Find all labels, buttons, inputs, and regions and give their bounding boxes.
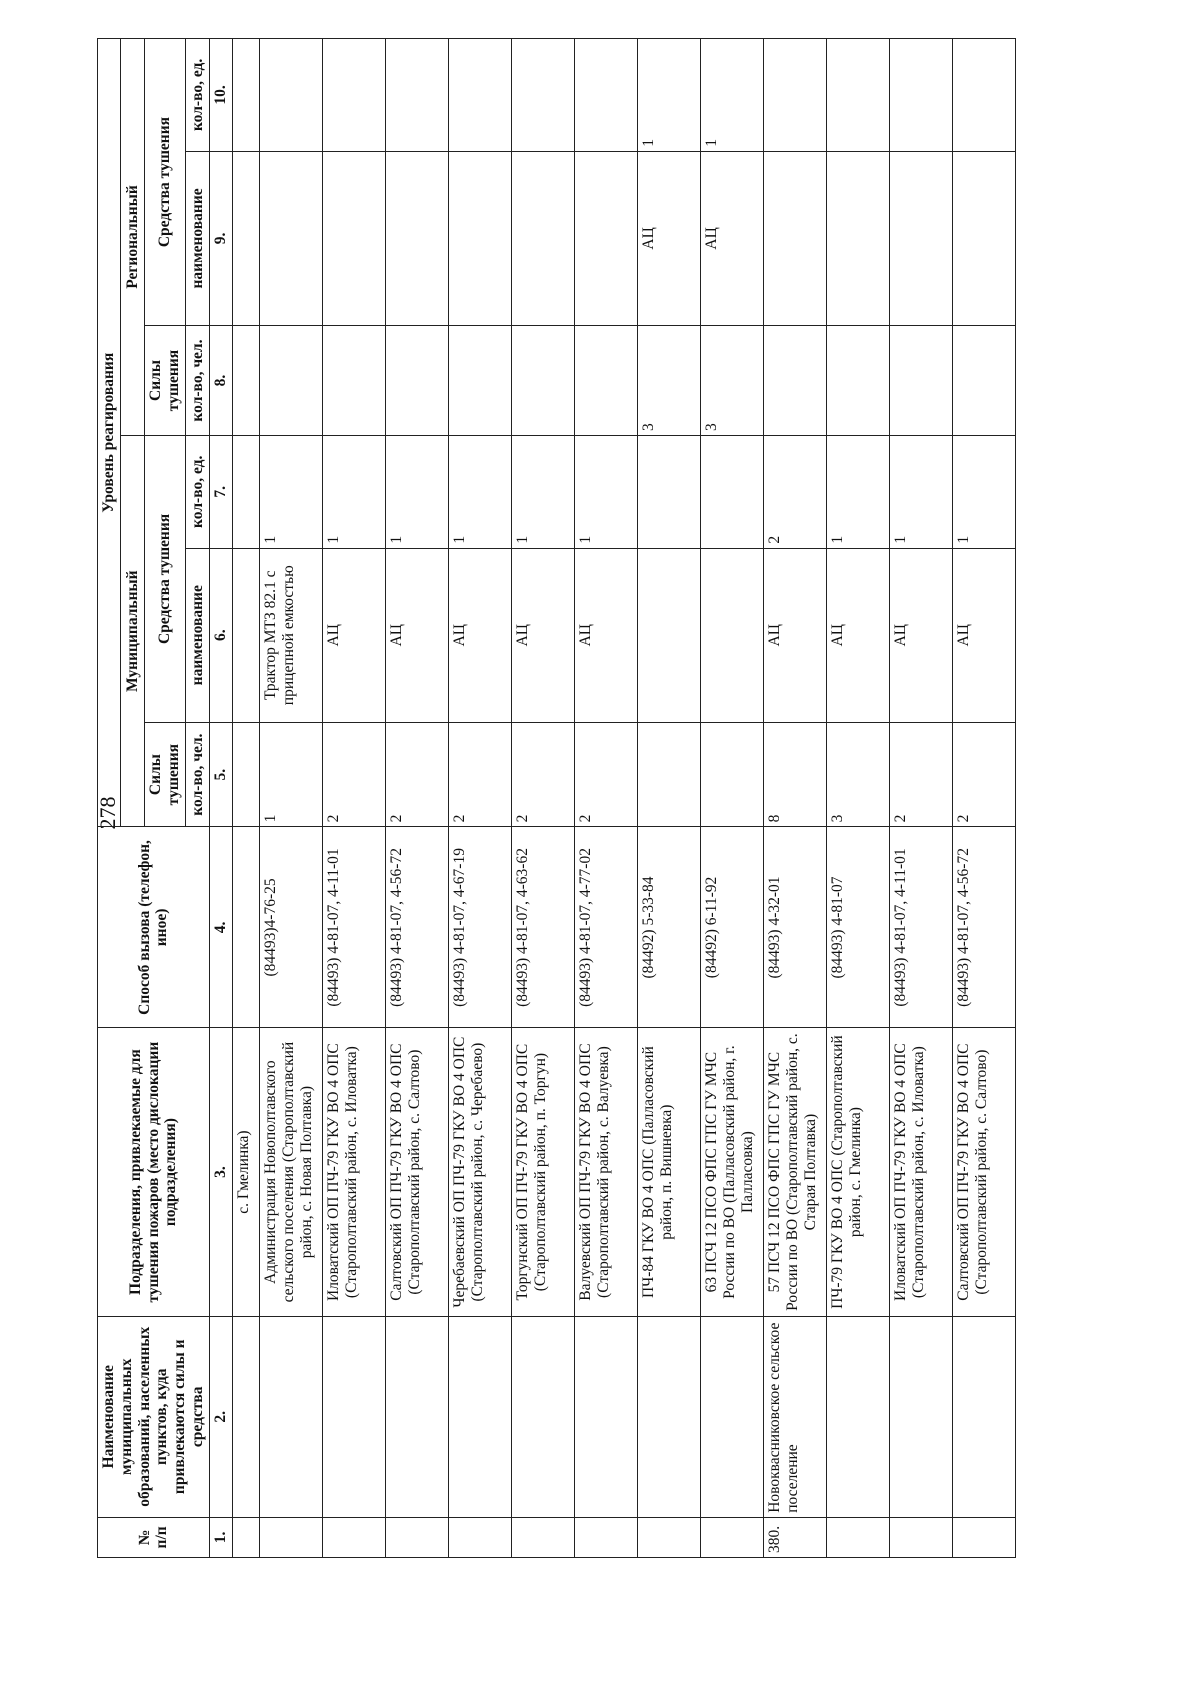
cell-num: [259, 1517, 322, 1557]
cell-c6: АЦ: [448, 548, 511, 722]
cell-c10: [574, 39, 637, 152]
cell-mo: [232, 1316, 259, 1517]
fire-resources-table: [97, 38, 1016, 1558]
colnum-6: 6.: [209, 548, 232, 722]
cell-c7: 1: [511, 435, 574, 548]
cell-mo: [952, 1316, 1015, 1517]
table-row: [637, 39, 700, 1558]
table-row: [574, 39, 637, 1558]
colnum-9: 9.: [209, 151, 232, 325]
table-body: [232, 39, 1015, 1558]
cell-c5: 2: [322, 722, 385, 827]
cell-c9: [889, 151, 952, 325]
cell-c8: 3: [637, 326, 700, 436]
cell-c10: [259, 39, 322, 152]
cell-unit: Черебаевский ОП ПЧ-79 ГКУ ВО 4 ОПС (Старополтавский район, с. Черебаево): [448, 1028, 511, 1316]
cell-c8: [889, 326, 952, 436]
cell-num: [952, 1517, 1015, 1557]
table-row: [259, 39, 322, 1558]
cell-c7: 1: [385, 435, 448, 548]
cell-phone: (84493) 4-81-07: [826, 827, 889, 1028]
cell-c6: [700, 548, 763, 722]
cell-c5: 3: [826, 722, 889, 827]
page-number: 278: [95, 796, 120, 830]
cell-unit: Администрация Новополтавского сельского поселения (Старополтавский район, с. Новая Полтавка): [259, 1028, 322, 1316]
cell-unit: Торгунский ОП ПЧ-79 ГКУ ВО 4 ОПС (Старополтавский район, п. Торгун): [511, 1028, 574, 1316]
cell-c10: [232, 39, 259, 152]
cell-unit: Иловатский ОП ПЧ-79 ГКУ ВО 4 ОПС (Старополтавский район, с. Иловатка): [889, 1028, 952, 1316]
cell-phone: (84493)4-76-25: [259, 827, 322, 1028]
header-name-9: наименование: [186, 151, 209, 325]
cell-phone: [232, 827, 259, 1028]
cell-c7: 1: [322, 435, 385, 548]
cell-c5: 2: [385, 722, 448, 827]
header-name-6: наименование: [186, 548, 209, 722]
cell-c9: АЦ: [637, 151, 700, 325]
cell-c5: 2: [574, 722, 637, 827]
cell-c8: 3: [700, 326, 763, 436]
cell-phone: (84493) 4-81-07, 4-63-62: [511, 827, 574, 1028]
cell-c6: АЦ: [322, 548, 385, 722]
cell-c7: 1: [889, 435, 952, 548]
cell-unit: ПЧ-79 ГКУ ВО 4 ОПС (Старополтавский район, с. Гмелинка): [826, 1028, 889, 1316]
cell-c8: [259, 326, 322, 436]
cell-phone: (84492) 6-11-92: [700, 827, 763, 1028]
cell-unit: Салтовский ОП ПЧ-79 ГКУ ВО 4 ОПС (Старополтавский район, с. Салтово): [952, 1028, 1015, 1316]
colnum-5: 5.: [209, 722, 232, 827]
cell-c9: [259, 151, 322, 325]
table-row: [322, 39, 385, 1558]
cell-c6: АЦ: [952, 548, 1015, 722]
colnum-4: 4.: [209, 827, 232, 1028]
table-row: [889, 39, 952, 1558]
table-row: [700, 39, 763, 1558]
cell-mo: [574, 1316, 637, 1517]
cell-c6: АЦ: [385, 548, 448, 722]
cell-phone: (84493) 4-81-07, 4-77-02: [574, 827, 637, 1028]
cell-c7: 1: [574, 435, 637, 548]
cell-num: [700, 1517, 763, 1557]
cell-c9: АЦ: [700, 151, 763, 325]
table-row: [763, 39, 826, 1558]
colnum-1: 1.: [209, 1517, 232, 1557]
cell-c9: [385, 151, 448, 325]
cell-c7: 1: [952, 435, 1015, 548]
cell-c9: [826, 151, 889, 325]
cell-num: [889, 1517, 952, 1557]
cell-c10: [952, 39, 1015, 152]
table-row: [232, 39, 259, 1558]
cell-c5: [637, 722, 700, 827]
cell-unit: Валуевский ОП ПЧ-79 ГКУ ВО 4 ОПС (Старополтавский район, с. Валуевка): [574, 1028, 637, 1316]
cell-num: 380.: [763, 1517, 826, 1557]
cell-c9: [322, 151, 385, 325]
cell-unit: Салтовский ОП ПЧ-79 ГКУ ВО 4 ОПС (Старополтавский район, с. Салтово): [385, 1028, 448, 1316]
header-level: Уровень реагирования: [98, 39, 121, 827]
colnum-2: 2.: [209, 1316, 232, 1517]
cell-phone: (84493) 4-81-07, 4-56-72: [385, 827, 448, 1028]
cell-c6: АЦ: [511, 548, 574, 722]
cell-unit: с. Гмелинка): [232, 1028, 259, 1316]
cell-c8: [826, 326, 889, 436]
cell-unit: 57 ПСЧ 12 ПСО ФПС ГПС ГУ МЧС России по ВО (Старополтавский район, с. Старая Полтавка): [763, 1028, 826, 1316]
cell-c10: 1: [700, 39, 763, 152]
rotated-table-wrapper: [97, 38, 1102, 1558]
cell-c5: [232, 722, 259, 827]
cell-mo: [637, 1316, 700, 1517]
colnum-3: 3.: [209, 1028, 232, 1316]
cell-num: [574, 1517, 637, 1557]
cell-c6: [232, 548, 259, 722]
cell-c5: 2: [889, 722, 952, 827]
cell-phone: (84492) 5-33-84: [637, 827, 700, 1028]
cell-c10: 1: [637, 39, 700, 152]
header-means-regional: Средства тушения: [144, 39, 186, 326]
colnum-7: 7.: [209, 435, 232, 548]
header-municipal: Муниципальный: [121, 435, 144, 826]
cell-c7: 1: [448, 435, 511, 548]
cell-c7: [637, 435, 700, 548]
cell-mo: [259, 1316, 322, 1517]
cell-phone: (84493) 4-81-07, 4-67-19: [448, 827, 511, 1028]
cell-c6: АЦ: [889, 548, 952, 722]
cell-phone: (84493) 4-32-01: [763, 827, 826, 1028]
header-qty-people-8: кол-во, чел.: [186, 326, 209, 436]
cell-c6: АЦ: [763, 548, 826, 722]
table-row: [385, 39, 448, 1558]
cell-c10: [385, 39, 448, 152]
table-row: [952, 39, 1015, 1558]
header-qty-units-10: кол-во, ед.: [186, 39, 209, 152]
cell-c9: [232, 151, 259, 325]
cell-c8: [448, 326, 511, 436]
cell-c9: [448, 151, 511, 325]
cell-phone: (84493) 4-81-07, 4-56-72: [952, 827, 1015, 1028]
colnum-10: 10.: [209, 39, 232, 152]
cell-c5: 2: [448, 722, 511, 827]
cell-c6: АЦ: [574, 548, 637, 722]
header-qty-people-5: кол-во, чел.: [186, 722, 209, 827]
table-row: [448, 39, 511, 1558]
cell-c9: [952, 151, 1015, 325]
cell-mo: Новоквасниковское сельское поселение: [763, 1316, 826, 1517]
header-qty-units-7: кол-во, ед.: [186, 435, 209, 548]
cell-c9: [511, 151, 574, 325]
cell-num: [322, 1517, 385, 1557]
cell-c8: [232, 326, 259, 436]
colnum-8: 8.: [209, 326, 232, 436]
header-num: № п/п: [98, 1517, 210, 1557]
header-unit: Подразделения, привлекаемые для тушения пожаров (место дислокации подразделения): [98, 1028, 210, 1316]
cell-c6: Трактор МТЗ 82.1 с прицепной емкостью: [259, 548, 322, 722]
cell-mo: [700, 1316, 763, 1517]
table-row: [826, 39, 889, 1558]
cell-c10: [763, 39, 826, 152]
cell-phone: (84493) 4-81-07, 4-11-01: [889, 827, 952, 1028]
cell-c10: [322, 39, 385, 152]
cell-mo: [385, 1316, 448, 1517]
cell-c5: 8: [763, 722, 826, 827]
header-mo: Наименование муниципальных образований, населенных пунктов, куда привлекаются силы и средства: [98, 1316, 210, 1517]
cell-c5: [700, 722, 763, 827]
header-means-municipal: Средства тушения: [144, 435, 186, 722]
cell-mo: [511, 1316, 574, 1517]
cell-phone: (84493) 4-81-07, 4-11-01: [322, 827, 385, 1028]
cell-c9: [574, 151, 637, 325]
cell-num: [448, 1517, 511, 1557]
cell-c7: 2: [763, 435, 826, 548]
cell-c10: [826, 39, 889, 152]
cell-c7: 1: [259, 435, 322, 548]
cell-c10: [889, 39, 952, 152]
cell-c5: 2: [511, 722, 574, 827]
cell-c8: [322, 326, 385, 436]
cell-c8: [763, 326, 826, 436]
cell-c5: 1: [259, 722, 322, 827]
cell-c10: [448, 39, 511, 152]
cell-c8: [574, 326, 637, 436]
cell-num: [511, 1517, 574, 1557]
cell-num: [637, 1517, 700, 1557]
cell-mo: [322, 1316, 385, 1517]
cell-c7: [700, 435, 763, 548]
cell-c6: [637, 548, 700, 722]
cell-unit: 63 ПСЧ 12 ПСО ФПС ГПС ГУ МЧС России по ВО (Палласовский район, г. Палласовка): [700, 1028, 763, 1316]
cell-num: [826, 1517, 889, 1557]
cell-c8: [952, 326, 1015, 436]
table-row: [511, 39, 574, 1558]
cell-c5: 2: [952, 722, 1015, 827]
cell-c9: [763, 151, 826, 325]
cell-c6: АЦ: [826, 548, 889, 722]
cell-c7: [232, 435, 259, 548]
cell-c10: [511, 39, 574, 152]
cell-mo: [826, 1316, 889, 1517]
cell-c7: 1: [826, 435, 889, 548]
cell-unit: ПЧ-84 ГКУ ВО 4 ОПС (Палласовский район, п. Вишневка): [637, 1028, 700, 1316]
cell-mo: [448, 1316, 511, 1517]
header-regional: Региональный: [121, 39, 144, 436]
cell-c8: [385, 326, 448, 436]
cell-num: [232, 1517, 259, 1557]
cell-c8: [511, 326, 574, 436]
header-forces-regional: Силы тушения: [144, 326, 186, 436]
header-phone: Способ вызова (телефон, иное): [98, 827, 210, 1028]
cell-unit: Иловатский ОП ПЧ-79 ГКУ ВО 4 ОПС (Старополтавский район, с. Иловатка): [322, 1028, 385, 1316]
cell-num: [385, 1517, 448, 1557]
cell-mo: [889, 1316, 952, 1517]
header-forces-municipal: Силы тушения: [144, 722, 186, 827]
